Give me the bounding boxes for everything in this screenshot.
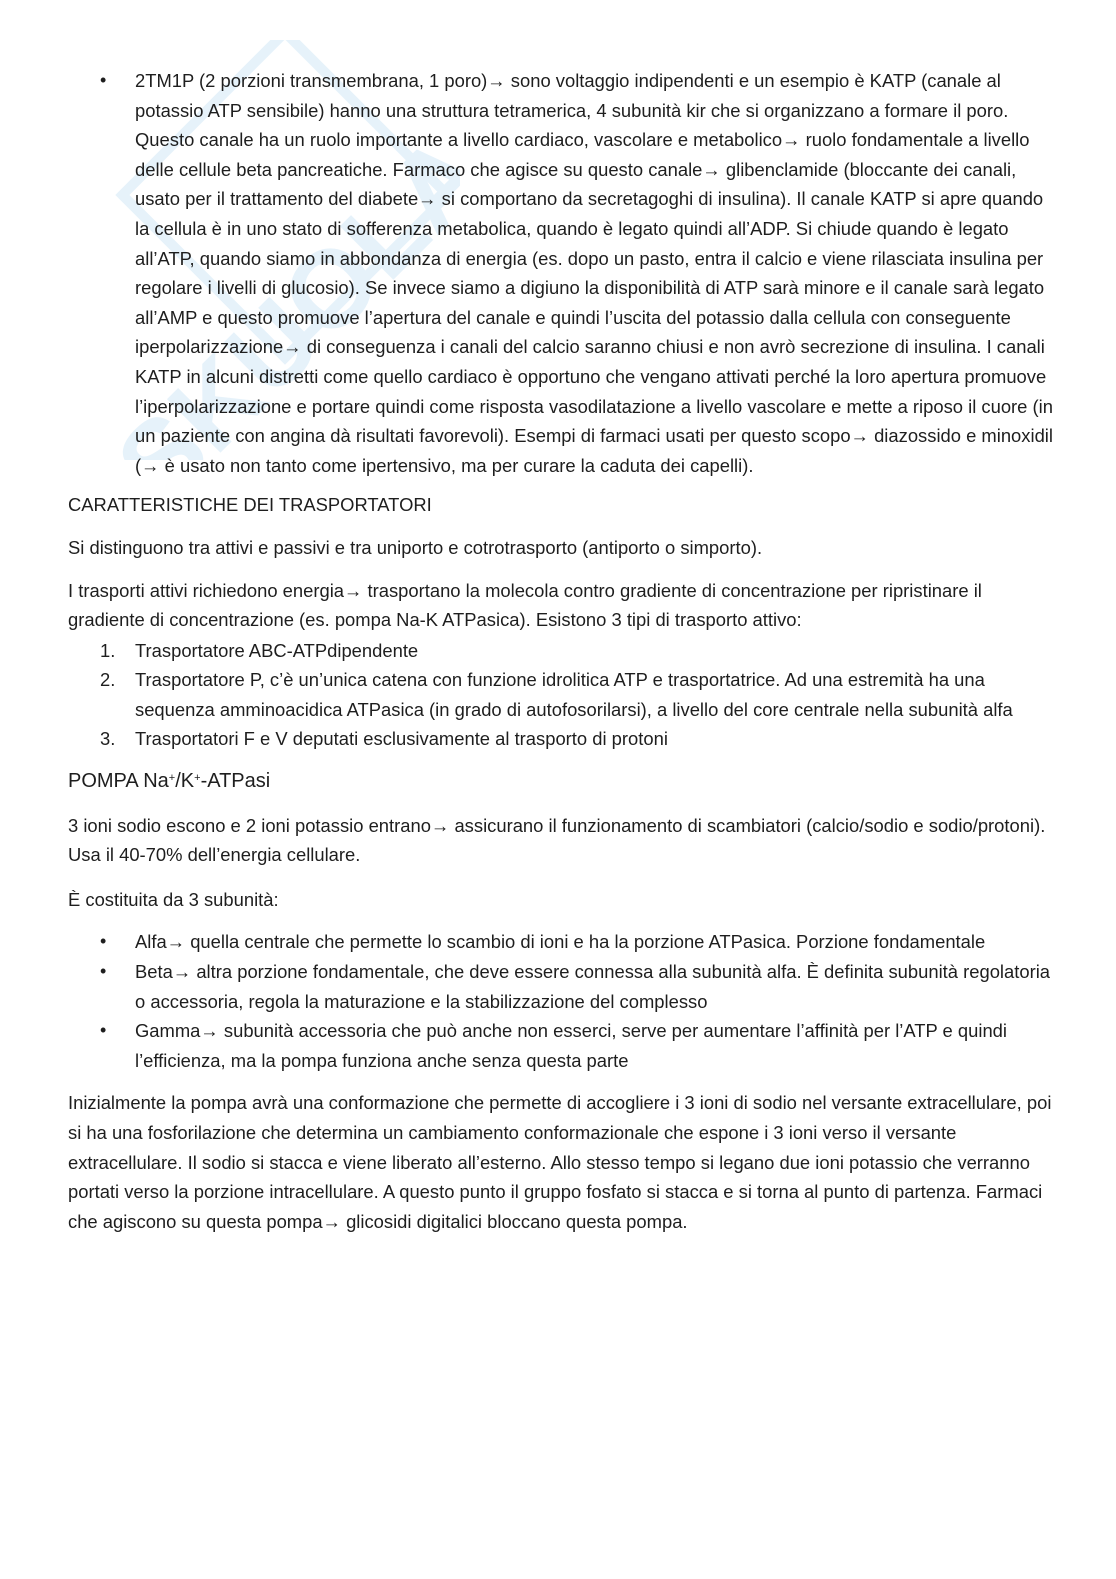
paragraph-ioni-sodio: 3 ioni sodio escono e 2 ioni potassio entrano→ assicurano il funzionamento di scambiatori (calcio/sodio e sodio/protoni). Usa il 40-70% dell’energia cellulare. xyxy=(68,814,1046,866)
subunit-bullet-list xyxy=(68,927,1058,1075)
paragraph-inizialmente: Inizialmente la pompa avrà una conformazione che permette di accogliere i 3 ioni di sodio nel versante extracellulare, poi si ha una fosforilazione che determina un cambiamento conformazionale che espone i 3 ioni verso il versante extracellulare. Il sodio si stacca e viene liberato all’esterno. Allo stesso tempo si legano due ioni potassio che verranno portati verso la porzione intracellulare. A questo punto il gruppo fosfato si stacca e si torna al punto di partenza. Farmaci che agiscono su questa pompa→ glicosidi digitalici bloccano questa pompa. xyxy=(68,1092,1052,1232)
superscript-plus: + xyxy=(168,772,176,785)
list-item-text: Trasportatori F e V deputati esclusivamente al trasporto di protoni xyxy=(135,728,668,750)
bullet-alfa: • Alfa→ quella centrale che permette lo scambio di ioni e ha la porzione ATPasica. Porzione fondamentale xyxy=(68,927,1058,957)
bullet-gamma: • Gamma→ subunità accessoria che può anche non esserci, serve per aumentare l’affinità per l’ATP e quindi l’efficienza, ma la pompa funziona anche senza questa parte xyxy=(68,1016,1058,1075)
list-number: 2. xyxy=(100,669,116,691)
list-item xyxy=(68,724,1058,754)
bullet-beta: • Beta→ altra porzione fondamentale, che deve essere connessa alla subunità alfa. È definita subunità regolatoria o accessoria, regola la maturazione e la stabilizzazione del complesso xyxy=(68,957,1058,1016)
section-heading-pompa xyxy=(68,767,1058,797)
bullet-katp: • 2TM1P (2 porzioni transmembrana, 1 poro)→ sono voltaggio indipendenti e un esempio è KATP (canale al potassio ATP sensibile) hanno una struttura tetramerica, 4 subunità kir che si organizzano a formare il poro. Questo canale ha un ruolo importante a livello cardiaco, vascolare e metabolico→ ruolo fondamentale a livello delle cellule beta pancreatiche. Farmaco che agisce su questo canale→ glibenclamide (bloccante dei canali, usato per il trattamento del diabete→ si comportano da secretagoghi di insulina). Il canale KATP si apre quando la cellula è in uno stato di sofferenza metabolica, quando è legato quindi all’ADP. Si chiude quando è legato all’ATP, quando siamo in abbondanza di energia (es. dopo un pasto, entra il calcio e viene rilasciata insulina per regolare i livelli di glucosio). Se invece siamo a digiuno la disponibilità di ATP sarà minore e il canale sarà legato all’AMP e questo promuove l’apertura del canale e quindi l’uscita del potassio dalla cellula con conseguente iperpolarizzazione→ di conseguenza i canali del calcio saranno chiusi e non avrò secrezione di insulina. I canali KATP in alcuni distretti come quello cardiaco è opportuno che vengano attivati perché la loro apertura promuove l’iperpolarizzazione e portare quindi come risposta vasodilatazione a livello vascolare e mette a riposo il cuore (in un paziente con angina dà risultati favorevoli). Esempi di farmaci usati per questo scopo→ diazossido e minoxidil (→ è usato non tanto come ipertensivo, ma per curare la caduta dei capelli). xyxy=(68,66,1058,480)
paragraph-costituita: È costituita da 3 subunità: xyxy=(68,888,279,910)
list-number: 3. xyxy=(100,728,116,750)
transport-types-list xyxy=(68,636,1058,754)
heading-part: /K xyxy=(175,770,195,793)
list-item-text: Trasportatore P, c’è un’unica catena con funzione idrolitica ATP e trasportatrice. Ad una estremità ha una sequenza amminoacidica ATPasica (in grado di autofosorilarsi), a livello del core centrale nella subunità alfa xyxy=(135,669,1013,720)
watermark-text: SKUOLA xyxy=(93,111,460,460)
list-item xyxy=(68,636,1058,666)
paragraph-trasporti-attivi: I trasporti attivi richiedono energia→ trasportano la molecola contro gradiente di concentrazione per ripristinare il gradiente di concentrazione (es. pompa Na-K ATPasica). Esistono 3 tipi di trasporto attivo: xyxy=(68,579,982,631)
list-item xyxy=(68,665,1058,724)
superscript-plus: + xyxy=(194,772,201,785)
heading-part: POMPA Na xyxy=(68,770,169,793)
list-number: 1. xyxy=(100,639,116,661)
heading-part: -ATPasi xyxy=(200,770,271,793)
list-item-text: Trasportatore ABC-ATPdipendente xyxy=(135,639,419,661)
intro-bullet-list xyxy=(68,66,1058,480)
document-body xyxy=(68,66,1058,1236)
paragraph-distinguono: Si distinguono tra attivi e passivi e tra uniporto e cotrotrasporto (antiporto o simporto). xyxy=(68,536,763,558)
section-heading-trasportatori: CARATTERISTICHE DEI TRASPORTATORI xyxy=(68,494,432,516)
